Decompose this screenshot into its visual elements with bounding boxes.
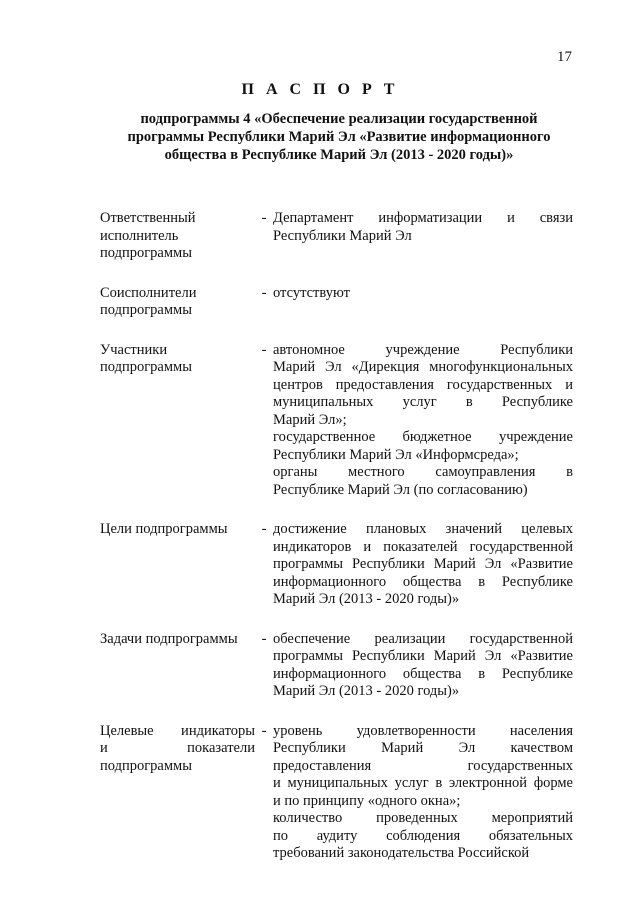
row-spacer [100, 263, 573, 285]
row-value-line: Республики Марий Эл «Информсреда»; [273, 446, 519, 463]
row-label-line: Задачи подпрограммы [100, 630, 238, 647]
row-dash: - [261, 210, 267, 226]
row-value-line: Марий Эл «Дирекция многофункциональных [273, 359, 573, 375]
row-value-line: количество проведенных мероприятий [273, 810, 573, 826]
passport-row [100, 210, 573, 263]
row-label-line: исполнитель [100, 227, 179, 244]
row-value-line: муниципальных услуг в Республике [273, 394, 573, 410]
row-dash: - [261, 341, 267, 358]
row-dash: - [261, 722, 267, 739]
row-value-line: Республике Марий Эл (по согласованию) [273, 481, 528, 498]
row-label [100, 342, 255, 500]
passport-row [100, 631, 573, 701]
row-value-line: государственное бюджетное учреждение [273, 429, 573, 445]
row-value-line: отсутствуют [273, 284, 350, 301]
row-label-line: Участники [100, 341, 168, 358]
row-label [100, 631, 255, 701]
document-subtitle [100, 110, 578, 164]
row-value [273, 631, 573, 701]
row-value [273, 285, 573, 320]
row-dash: - [261, 284, 267, 301]
row-label-line: Ответственный [100, 210, 196, 226]
row-label [100, 723, 255, 863]
passport-row [100, 285, 573, 320]
passport-row [100, 521, 573, 609]
row-label [100, 521, 255, 609]
row-value-line: достижение плановых значений целевых [273, 521, 573, 537]
row-value-line: программы Республики Марий Эл «Развитие [273, 556, 573, 572]
passport-row [100, 342, 573, 500]
row-spacer [100, 499, 573, 521]
row-value-line: и муниципальных услуг в электронной форме [273, 775, 573, 791]
row-value-line: автономное учреждение Республики [273, 341, 573, 358]
row-value-line: Республики Марий Эл [273, 227, 412, 244]
row-label [100, 210, 255, 263]
row-label-line: и показатели [100, 740, 255, 756]
passport-row [100, 723, 573, 863]
row-value-line: Республики Марий Эл качеством [273, 740, 573, 756]
row-value-line: по аудиту соблюдения обязательных [273, 827, 573, 844]
page-number: 17 [557, 49, 572, 65]
row-value [273, 210, 573, 263]
row-value [273, 723, 573, 863]
document-title: П А С П О Р Т [241, 81, 399, 98]
row-value [273, 342, 573, 500]
row-dash: - [261, 521, 267, 537]
row-label-line: Соисполнители [100, 284, 197, 301]
row-value-line: предоставления государственных [273, 757, 573, 774]
row-label-line: Цели подпрограммы [100, 521, 228, 537]
row-label-line: подпрограммы [100, 245, 192, 261]
row-value-line: органы местного самоуправления в [273, 464, 573, 480]
row-value-line: Марий Эл»; [273, 411, 347, 428]
row-spacer [100, 320, 573, 342]
passport-table [100, 210, 573, 863]
row-value-line: Марий Эл (2013 - 2020 годы)» [273, 683, 460, 699]
subtitle-line: общества в Республике Марий Эл (2013 - 2020 годы)» [164, 147, 514, 163]
row-value [273, 521, 573, 609]
row-label-line: подпрограммы [100, 359, 192, 375]
row-label-line: подпрограммы [100, 302, 192, 318]
row-spacer [100, 701, 573, 723]
row-value-line: индикаторов и показателей государственной [273, 538, 573, 555]
row-value-line: Департамент информатизации и связи [273, 210, 573, 226]
row-value-line: и по принципу «одного окна»; [273, 792, 461, 809]
row-dash: - [261, 630, 267, 647]
row-label [100, 285, 255, 320]
row-value-line: Марий Эл (2013 - 2020 годы)» [273, 591, 460, 607]
row-value-line: обеспечение реализации государственной [273, 630, 573, 647]
row-value-line: программы Республики Марий Эл «Развитие [273, 648, 573, 664]
row-value-line: центров предоставления государственных и [273, 376, 573, 393]
row-value-line: требований законодательства Российской [273, 845, 530, 861]
row-value-line: информационного общества в Республике [273, 573, 573, 590]
row-label-line: подпрограммы [100, 757, 192, 774]
row-value-line: уровень удовлетворенности населения [273, 722, 573, 739]
subtitle-line: подпрограммы 4 «Обеспечение реализации государственной [140, 111, 538, 127]
row-label-line: Целевые индикаторы [100, 722, 255, 739]
subtitle-line: программы Республики Марий Эл «Развитие информационного [127, 129, 551, 145]
row-value-line: информационного общества в Республике [273, 665, 573, 682]
row-spacer [100, 609, 573, 631]
